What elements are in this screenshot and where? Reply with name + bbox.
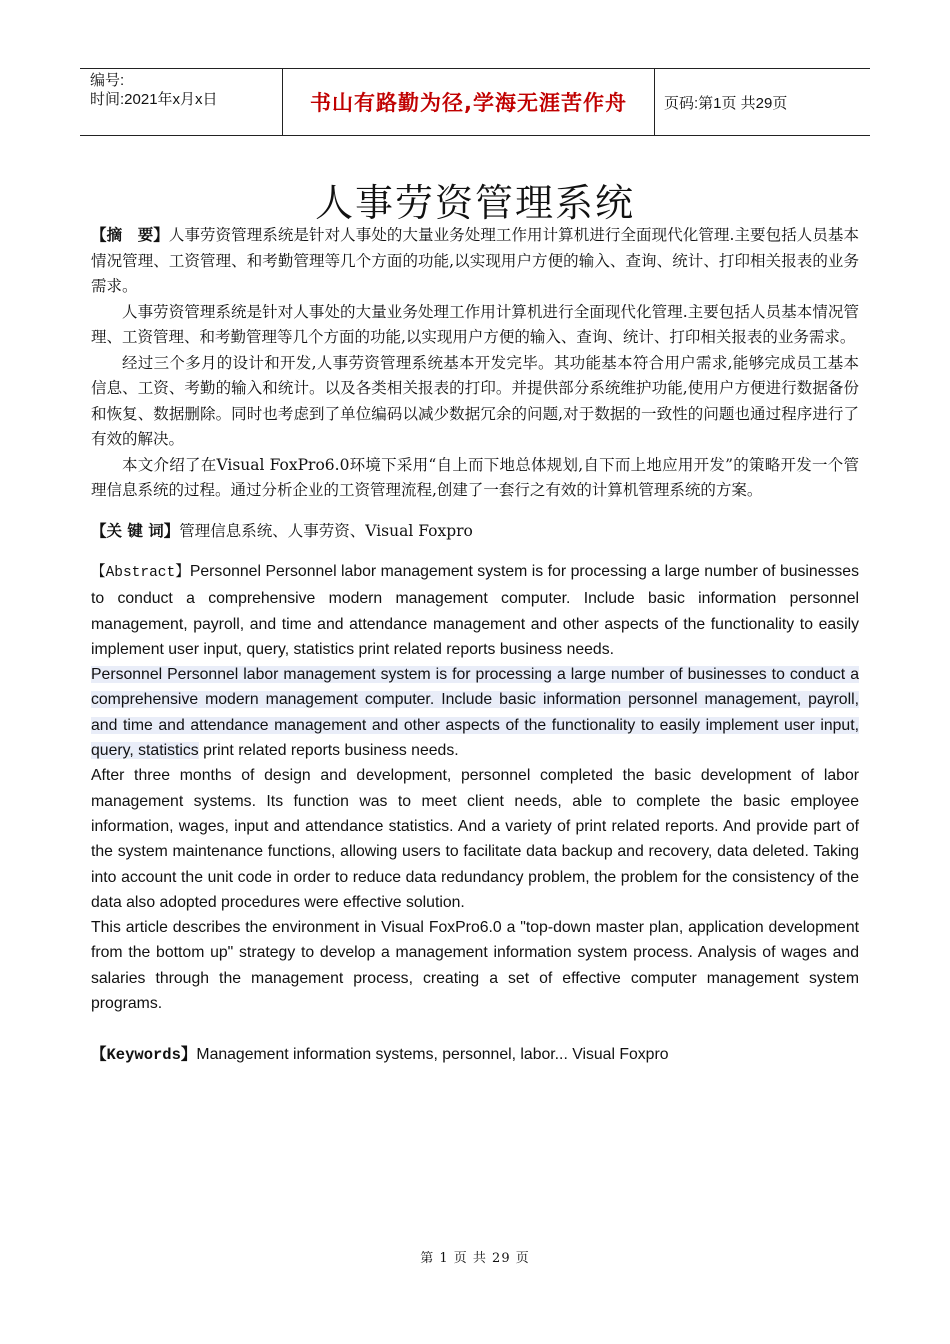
abstract-en-label: 【Abstract】	[91, 565, 190, 581]
document-body	[91, 222, 859, 1068]
abstract-en-text-2-rest: print related reports business needs.	[198, 742, 459, 760]
keywords-cn-value: 管理信息系统、人事劳资、Visual Foxpro	[179, 521, 473, 540]
abstract-en-text-1: Personnel Personnel labor management system is for processing a large number of businesses to conduct a comprehensive modern management computer. Include basic information personnel management, payroll, and time and attendance management and other aspects of the functionality to easily implement user input, query, statistics print related reports business needs.	[91, 563, 859, 658]
abstract-en-paragraph-3: After three months of design and development, personnel completed the basic development of labor management systems. Its function was to meet client needs, able to complete the basic employee information, wages, input and attendance statistics. And a variety of print related reports. And provide part of the system maintenance functions, allowing users to facilitate data backup and recovery, data deleted. Taking into account the unit code in order to reduce data redundancy problem, the problem for the consistency of the data also adopted procedures were effective solution.	[91, 767, 859, 911]
keywords-cn-label: 【关 键 词】	[91, 520, 180, 540]
header-motto: 书山有路勤为径,学海无涯苦作舟	[282, 69, 655, 135]
abstract-cn-paragraph-1	[91, 222, 859, 300]
abstract-en-paragraph-2	[91, 662, 859, 763]
header-info-cell	[80, 69, 282, 135]
abstract-cn-paragraph-3: 经过三个多月的设计和开发,人事劳资管理系统基本开发完毕。其功能基本符合用户需求,能够完成员工基本信息、工资、考勤的输入和统计。以及各类相关报表的打印。并提供部分系统维护功能,使用户方便进行数据备份和恢复、数据删除。同时也考虑到了单位编码以减少数据冗余的问题,对于数据的一致性的问题也通过程序进行了有效的解决。	[91, 353, 859, 448]
page-footer: 第 1 页 共 29 页	[420, 1251, 530, 1266]
abstract-en-highlighted-text: Personnel Personnel labor management system is for processing a large number of businesses to conduct a comprehensive modern management computer. Include basic information personnel management, payroll, and time and attendance management and other aspects of the functionality to easily implement user input, query, statistics	[91, 666, 859, 760]
keywords-en-value: Management information systems, personnel, labor... Visual Foxpro	[196, 1046, 669, 1064]
keywords-en	[91, 1042, 859, 1068]
abstract-cn-text-1: 人事劳资管理系统是针对人事处的大量业务处理工作用计算机进行全面现代化管理.主要包括人员基本情况管理、工资管理、和考勤管理等几个方面的功能,以实现用户方便的输入、查询、统计、打印相关报表的业务需求。	[91, 226, 859, 295]
document-date: 时间:2021年x月x日	[90, 91, 218, 108]
keywords-en-label: 【Keywords】	[91, 1046, 197, 1065]
header-page-number: 页码:第1页 共29页	[664, 94, 788, 112]
document-title: 人事劳资管理系统	[314, 181, 635, 225]
abstract-cn-paragraph-4: 本文介绍了在Visual FoxPro6.0环境下采用“自上而下地总体规划,自下而上地应用开发”的策略开发一个管理信息系统的过程。通过分析企业的工资管理流程,创建了一套行之有效的计算机管理系统的方案。	[91, 455, 859, 499]
abstract-cn-label: 【摘 要】	[91, 225, 169, 244]
document-number: 编号:	[90, 72, 125, 89]
page-header	[80, 68, 870, 136]
keywords-cn	[91, 518, 859, 544]
abstract-cn-paragraph-2: 人事劳资管理系统是针对人事处的大量业务处理工作用计算机进行全面现代化管理.主要包括人员基本情况管理、工资管理、和考勤管理等几个方面的功能,以实现用户方便的输入、查询、统计、打印相关报表的业务需求。	[91, 302, 859, 346]
abstract-en-paragraph-4: This article describes the environment in Visual FoxPro6.0 a "top-down master plan, application development from the bottom up" strategy to develop a management information system process. Analysis of wages and salaries through the management process, creating a set of effective computer management system programs.	[91, 919, 859, 1013]
abstract-en-paragraph-1	[91, 559, 859, 662]
